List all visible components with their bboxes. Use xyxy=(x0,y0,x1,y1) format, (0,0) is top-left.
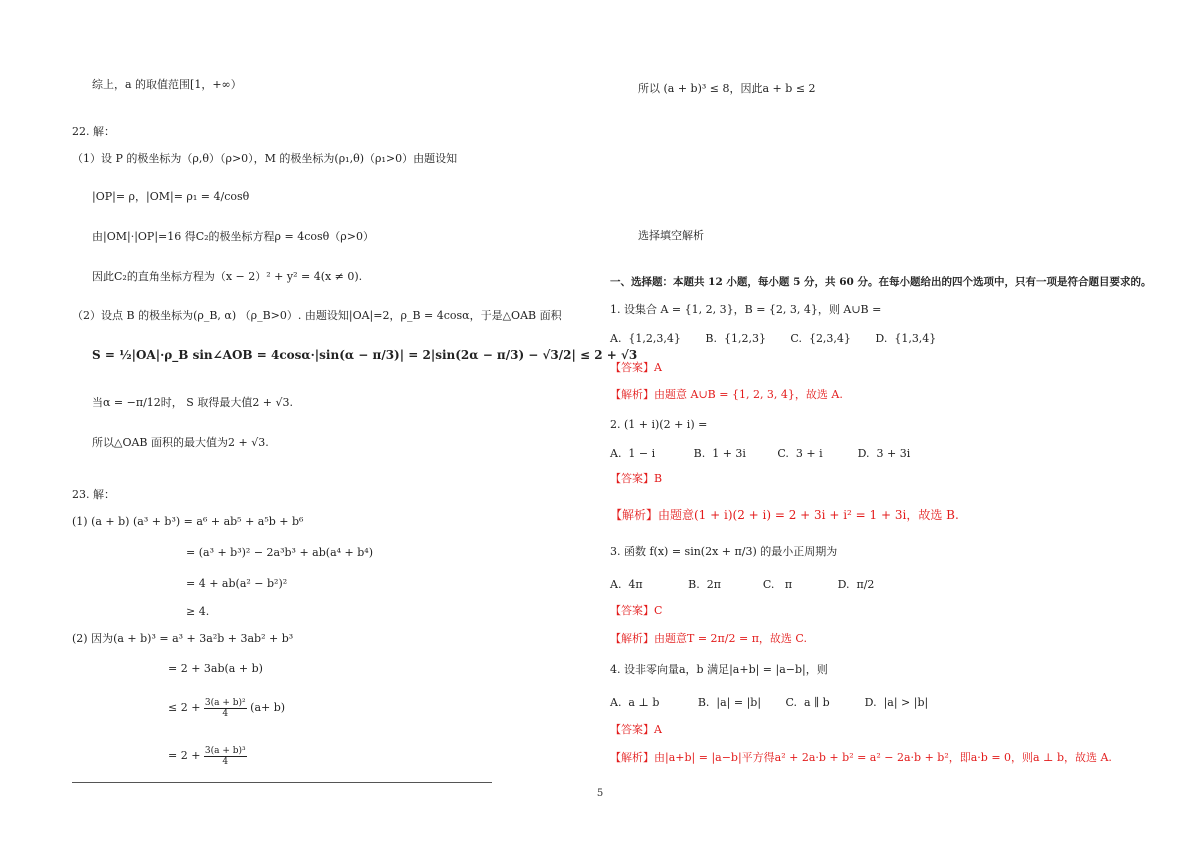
q22-part1-text: （1）设 P 的极坐标为（ρ,θ）（ρ>0），M 的极坐标为(ρ₁,θ)（ρ₁>0）由题设知 xyxy=(72,152,458,165)
q3-answer: 【答案】C xyxy=(610,604,663,617)
q3-options: A. 4π B. 2π C. π D. π/2 xyxy=(610,578,875,591)
q22-heading: 22. 解： xyxy=(72,125,115,138)
fraction-numerator: 3(a + b)³ xyxy=(204,745,246,756)
q2-stem: 2. (1 + i)(2 + i) = xyxy=(610,418,708,431)
q23-part2-line-4 xyxy=(168,741,247,771)
q22-op-om: |OP|= ρ，|OM|= ρ₁ = 4/cosθ xyxy=(92,190,250,203)
q4-stem: 4. 设非零向量a，b 满足|a+b| = |a−b|，则 xyxy=(610,663,828,676)
section-title: 选择填空解析 xyxy=(638,229,704,242)
q3-stem: 3. 函数 f(x) = sin(2x + π/3) 的最小正周期为 xyxy=(610,545,838,558)
fraction-denominator: 4 xyxy=(222,756,229,767)
footnote-divider xyxy=(72,782,492,783)
q2-answer: 【答案】B xyxy=(610,472,663,485)
fraction-numerator: 3(a + b)² xyxy=(204,697,246,708)
q1-options: A. {1,2,3,4} B. {1,2,3} C. {2,3,4} D. {1,3,4} xyxy=(610,332,937,345)
q4-options: A. a ⊥ b B. |a| = |b| C. a ∥ b D. |a| > |b| xyxy=(610,696,929,709)
q22-max-area: 所以△OAB 面积的最大值为2 + √3. xyxy=(92,436,269,449)
q4-answer: 【答案】A xyxy=(610,723,662,736)
q23-part2-line-3 xyxy=(168,693,285,723)
q1-answer: 【答案】A xyxy=(610,361,662,374)
q22-area-formula: S = ½|OA|·ρ_B sin∠AOB = 4cosα·|sin(α − π/3)| = 2|sin(2α − π/3) − √3/2| ≤ 2 + √3 xyxy=(92,348,638,362)
q2-options: A. 1 − i B. 1 + 3i C. 3 + i D. 3 + 3i xyxy=(610,447,911,460)
q23-line-1: (1) (a + b) (a³ + b³) = a⁶ + ab⁵ + a⁵b + b⁶ xyxy=(72,515,304,528)
q23-line-4: ≥ 4. xyxy=(186,605,210,618)
q23-part2-line-1: (2) 因为(a + b)³ = a³ + 3a²b + 3ab² + b³ xyxy=(72,632,294,645)
q23-line-2: = (a³ + b³)² − 2a³b³ + ab(a⁴ + b⁴) xyxy=(186,546,373,559)
fraction-denominator: 4 xyxy=(222,708,229,719)
q22-cartesian-equation: 因此C₂的直角坐标方程为（x − 2）² + y² = 4(x ≠ 0). xyxy=(92,270,363,283)
fraction xyxy=(204,698,247,719)
q22-part2-text: （2）设点 B 的极坐标为(ρ_B, α) （ρ_B>0）. 由题设知|OA|=2，ρ_B = 4cosα，于是△OAB 面积 xyxy=(72,309,562,322)
inequality-prefix: ≤ 2 + xyxy=(168,701,204,714)
q22-polar-equation: 由|OM|·|OP|=16 得C₂的极坐标方程ρ = 4cosθ（ρ>0） xyxy=(92,230,374,243)
fraction xyxy=(204,746,247,767)
q2-explanation: 【解析】由题意(1 + i)(2 + i) = 2 + 3i + i² = 1 + 3i，故选 B. xyxy=(610,508,959,522)
q23-part2-line-2: = 2 + 3ab(a + b) xyxy=(168,662,263,675)
page-number: 5 xyxy=(596,788,604,799)
q3-explanation: 【解析】由题意T = 2π/2 = π，故选 C. xyxy=(610,632,807,645)
q23-heading: 23. 解： xyxy=(72,488,115,501)
section-instructions: 一、选择题：本题共 12 小题，每小题 5 分，共 60 分。在每小题给出的四个选项中，只有一项是符合题目要求的。 xyxy=(610,276,1152,288)
q23-line-3: = 4 + ab(a² − b²)² xyxy=(186,577,288,590)
q23-conclusion: 所以 (a + b)³ ≤ 8，因此a + b ≤ 2 xyxy=(638,82,816,95)
q4-explanation: 【解析】由|a+b| = |a−b|平方得a² + 2a·b + b² = a² − 2a·b + b²，即a·b = 0，则a ⊥ b，故选 A. xyxy=(610,751,1112,764)
right-column xyxy=(600,0,1200,849)
conclusion-range: 综上，a 的取值范围[1，+∞） xyxy=(92,78,242,91)
q1-stem: 1. 设集合 A = {1, 2, 3}，B = {2, 3, 4}，则 A∪B = xyxy=(610,303,882,316)
inequality-suffix: (a+ b) xyxy=(250,701,286,714)
q22-max-condition: 当α = −π/12时， S 取得最大值2 + √3. xyxy=(92,396,294,409)
inequality-prefix: = 2 + xyxy=(168,749,204,762)
q1-explanation: 【解析】由题意 A∪B = {1, 2, 3, 4}，故选 A. xyxy=(610,388,843,401)
